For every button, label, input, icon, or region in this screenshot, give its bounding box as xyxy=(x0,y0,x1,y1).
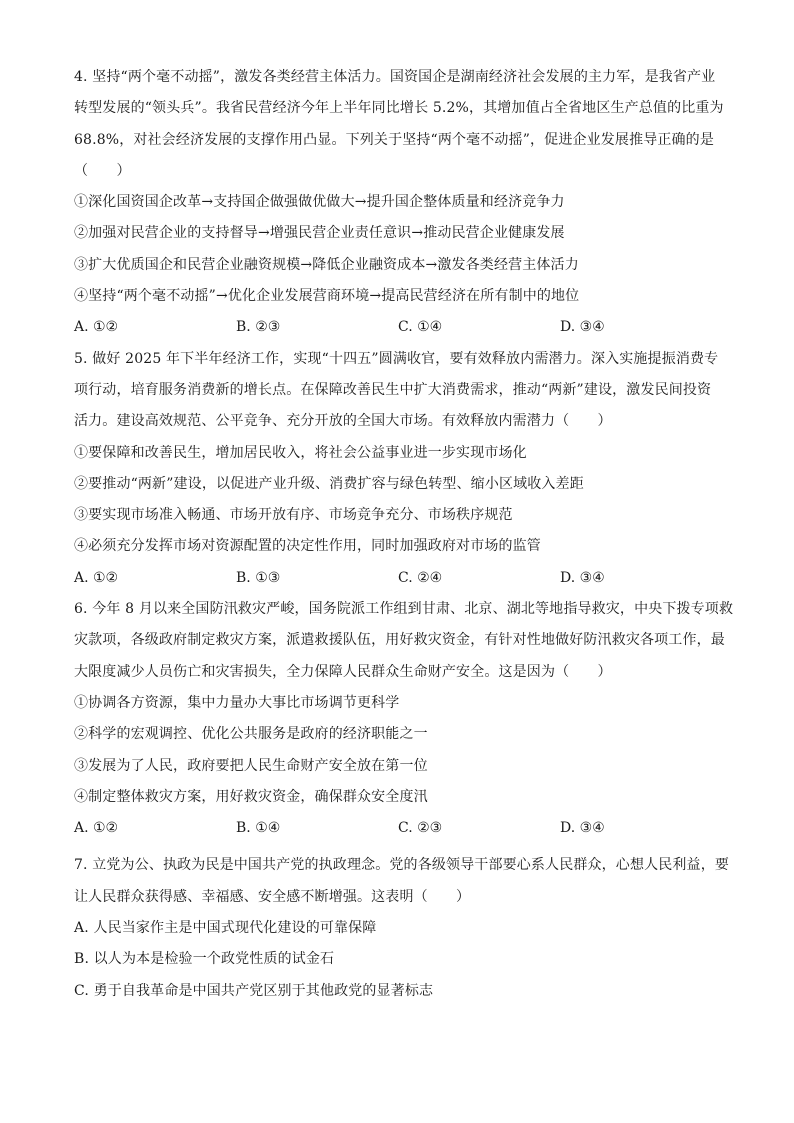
question-7 xyxy=(74,850,730,1006)
statement: ①协调各方资源，集中力量办大事比市场调节更科学 xyxy=(74,694,400,711)
question-5 xyxy=(74,344,724,594)
stem-line: 灾款项，各级政府制定救灾方案，派遣救援队伍，用好救灾资金，有针对性地做好防汛救灾各项工作，最 xyxy=(74,632,725,649)
option-c: C. ②③ xyxy=(398,820,443,837)
stem-line: 大限度减少人员伤亡和灾害损失，全力保障人民群众生命财产安全。这是因为（ ） xyxy=(74,663,612,680)
question-4 xyxy=(74,62,724,344)
answer-options xyxy=(74,312,724,343)
statement: ④必须充分发挥市场对资源配置的决定性作用，同时加强政府对市场的监管 xyxy=(74,538,541,555)
option-d: D. ③④ xyxy=(560,820,605,837)
answer-options xyxy=(74,813,724,844)
option-a: A. ①② xyxy=(74,569,119,586)
option-b: B. ①③ xyxy=(236,569,281,586)
stem-line: 让人民群众获得感、幸福感、安全感不断增强。这表明（ ） xyxy=(74,888,471,905)
statement: ③扩大优质国企和民营企业融资规模→降低企业融资成本→激发各类经营主体活力 xyxy=(74,256,579,273)
statement: ①深化国资国企改革→支持国企做强做优做大→提升国企整体质量和经济竞争力 xyxy=(74,194,565,211)
option-d: D. ③④ xyxy=(560,569,605,586)
question-6 xyxy=(74,594,734,844)
choice-a: A. 人民当家作主是中国式现代化建设的可靠保障 xyxy=(74,920,377,937)
stem-line: 68.8%，对社会经济发展的支撑作用凸显。下列关于坚持“两个毫不动摇”，促进企业发展推导正确的是 xyxy=(74,131,714,148)
statement: ①要保障和改善民生，增加居民收入，将社会公益事业进一步实现市场化 xyxy=(74,444,527,461)
statement: ②要推动“两新”建设，以促进产业升级、消费扩容与绿色转型、缩小区域收入差距 xyxy=(74,475,584,492)
option-b: B. ②③ xyxy=(236,319,281,336)
stem-line: 6. 今年 8 月以来全国防汛救灾严峻，国务院派工作组到甘肃、北京、湖北等地指导救灾，中央下拨专项救 xyxy=(74,601,734,618)
option-b: B. ①④ xyxy=(236,820,281,837)
stem-line: 活力。建设高效规范、公平竞争、充分开放的全国大市场。有效释放内需潜力（ ） xyxy=(74,413,612,430)
stem-line: 7. 立党为公、执政为民是中国共产党的执政理念。党的各级领导干部要心系人民群众，心想人民利益，要 xyxy=(74,857,730,874)
option-a: A. ①② xyxy=(74,319,119,336)
option-d: D. ③④ xyxy=(560,319,605,336)
choice-c: C. 勇于自我革命是中国共产党区别于其他政党的显著标志 xyxy=(74,982,434,999)
statement: ④坚持“两个毫不动摇”→优化企业发展营商环境→提高民营经济在所有制中的地位 xyxy=(74,288,580,305)
stem-line: 5. 做好 2025 年下半年经济工作，实现“十四五”圆满收官，要有效释放内需潜力。深入实施提振消费专 xyxy=(74,350,719,367)
answer-options xyxy=(74,563,724,594)
statement: ③要实现市场准入畅通、市场开放有序、市场竞争充分、市场秩序规范 xyxy=(74,507,513,524)
statement: ②科学的宏观调控、优化公共服务是政府的经济职能之一 xyxy=(74,726,428,743)
statement: ②加强对民营企业的支持督导→增强民营企业责任意识→推动民营企业健康发展 xyxy=(74,225,565,242)
exam-page xyxy=(74,62,734,1007)
choice-b: B. 以人为本是检验一个政党性质的试金石 xyxy=(74,951,335,968)
stem-line: 4. 坚持“两个毫不动摇”，激发各类经营主体活力。国资国企是湖南经济社会发展的主力军，是我省产业 xyxy=(74,69,716,85)
statement: ③发展为了人民，政府要把人民生命财产安全放在第一位 xyxy=(74,757,428,774)
stem-line: 转型发展的“领头兵”。我省民营经济今年上半年同比增长 5.2%，其增加值占全省地区生产总值的比重为 xyxy=(74,100,724,117)
option-c: C. ②④ xyxy=(398,569,443,586)
statement: ④制定整体救灾方案，用好救灾资金，确保群众安全度汛 xyxy=(74,788,428,805)
stem-line: 项行动，培育服务消费新的增长点。在保障改善民生中扩大消费需求，推动“两新”建设，激发民间投资 xyxy=(74,381,712,398)
stem-line: （ ） xyxy=(74,162,131,179)
option-a: A. ①② xyxy=(74,820,119,837)
option-c: C. ①④ xyxy=(398,319,443,336)
